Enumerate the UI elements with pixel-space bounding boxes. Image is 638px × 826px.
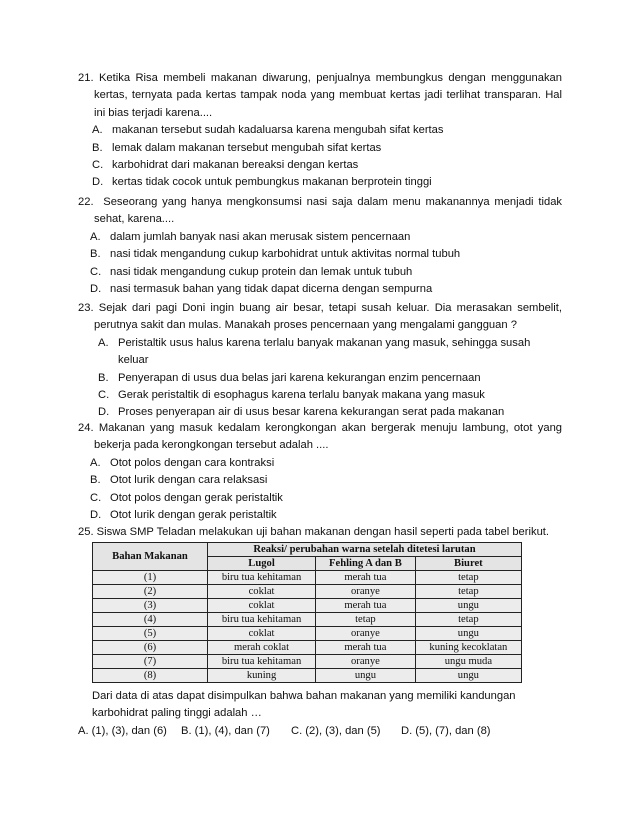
question-number: 23. [78,302,94,314]
option-letter: A. [90,230,101,243]
question-24 [78,420,562,524]
table-cell: (8) [93,669,208,683]
question-number: 24. [78,422,94,434]
option-b [98,370,562,387]
answer-a: A. (1), (3), dan (6) [78,725,167,737]
option-d [90,507,562,524]
table-cell: kuning [208,669,316,683]
option-a [90,229,562,246]
header-biuret: Biuret [415,557,521,571]
option-text: Gerak peristaltik di esophagus karena terlalu banyak makana yang masuk [118,389,485,402]
table-cell: ungu [415,599,521,613]
table-header-row [93,543,522,557]
option-list [90,455,562,525]
table-row [93,669,522,683]
table-cell: biru tua kehitaman [208,571,316,585]
table-row [93,571,522,585]
answer-c: C. (2), (3), dan (5) [291,725,381,737]
option-a [92,122,562,139]
option-c [90,264,562,281]
option-text: Otot lurik dengan cara relaksasi [110,474,268,487]
option-d [90,281,562,298]
option-letter: C. [90,491,102,504]
option-list [90,229,562,299]
answer-b: B. (1), (4), dan (7) [181,725,270,737]
option-text: Peristaltik usus halus karena terlalu banyak makanan yang masuk, sehingga susah keluar [118,336,531,367]
question-text: Sejak dari pagi Doni ingin buang air besar, tetapi susah keluar. Dia merasakan sembelit, perutnya sakit dan mulas. Manakah proses pencernaan yang mengalami gangguan ? [94,302,562,332]
option-letter: B. [92,141,103,154]
header-lugol: Lugol [208,557,316,571]
table-cell: ungu muda [415,655,521,669]
table-cell: merah tua [316,571,416,585]
option-text: lemak dalam makanan tersebut mengubah sifat kertas [112,141,382,154]
option-letter: A. [92,124,103,137]
option-letter: D. [90,509,102,522]
option-text: kertas tidak cocok untuk pembungkus makanan berprotein tinggi [112,176,432,189]
question-text: Makanan yang masuk kedalam kerongkongan akan bergerak menuju lambung, otot yang bekerja pada kerongkongan tersebut adalah .... [94,422,563,452]
table-row [93,585,522,599]
question-stem [78,420,562,455]
table-cell: ungu [415,627,521,641]
question-text: Siswa SMP Teladan melakukan uji bahan makanan dengan hasil seperti pada tabel berikut. [96,526,550,538]
option-letter: B. [90,248,101,261]
table-cell: tetap [316,613,416,627]
question-number: 21. [78,72,94,84]
question-23 [78,300,562,422]
option-text: nasi termasuk bahan yang tidak dapat dicerna dengan sempurna [110,283,433,296]
table-cell: (7) [93,655,208,669]
answer-d: D. (5), (7), dan (8) [401,725,491,737]
option-b [90,472,562,489]
table-cell: biru tua kehitaman [208,655,316,669]
table-cell: tetap [415,585,521,599]
question-stem [78,524,562,541]
table-cell: biru tua kehitaman [208,613,316,627]
option-text: dalam jumlah banyak nasi akan merusak sistem pencernaan [110,230,411,243]
table-cell: (1) [93,571,208,585]
question-stem [78,300,562,335]
table-cell: coklat [208,627,316,641]
food-test-table [92,542,522,683]
table-cell: oranye [316,627,416,641]
table-row [93,613,522,627]
option-text: makanan tersebut sudah kadaluarsa karena mengubah sifat kertas [112,124,444,137]
option-c [90,490,562,507]
table-row [93,655,522,669]
option-letter: D. [90,283,102,296]
option-a [98,335,562,370]
table-cell: (5) [93,627,208,641]
option-letter: A. [98,336,109,349]
option-letter: D. [98,406,110,419]
option-letter: B. [98,371,109,384]
question-text: Seseorang yang hanya mengkonsumsi nasi saja dalam menu makanannya menjadi tidak sehat, karena.... [94,196,563,226]
table-cell: kuning kecoklatan [415,641,521,655]
option-c [92,157,562,174]
option-text: Penyerapan di usus dua belas jari karena kekurangan enzim pencernaan [118,371,481,384]
table-cell: oranye [316,585,416,599]
table-cell: merah tua [316,641,416,655]
table-row [93,627,522,641]
question-21 [78,70,562,192]
option-text: nasi tidak mengandung cukup karbohidrat untuk aktivitas normal tubuh [110,248,461,261]
option-letter: D. [92,176,104,189]
question-number: 25. [78,526,94,538]
header-fehling: Fehling A dan B [316,557,416,571]
question-stem [78,194,562,229]
table-cell: coklat [208,599,316,613]
table-cell: ungu [415,669,521,683]
table-row [93,641,522,655]
table-cell: merah tua [316,599,416,613]
food-test-table-wrapper [92,542,522,683]
option-text: karbohidrat dari makanan bereaksi dengan kertas [112,159,359,172]
table-cell: (3) [93,599,208,613]
option-letter: C. [98,389,110,402]
option-letter: B. [90,474,101,487]
table-cell: merah coklat [208,641,316,655]
table-row [93,599,522,613]
table-cell: tetap [415,571,521,585]
option-b [92,140,562,157]
question-25 [78,524,562,541]
option-list [98,335,562,422]
option-text: Otot lurik dengan gerak peristaltik [110,509,277,522]
option-letter: A. [90,456,101,469]
option-text: nasi tidak mengandung cukup protein dan lemak untuk tubuh [110,265,413,278]
table-cell: (2) [93,585,208,599]
question-text: Ketika Risa membeli makanan diwarung, penjualnya membungkus dengan menggunakan kertas, ternyata pada kertas tampak noda yang membuat kertas jadi terlihat transparan. Hal ini bias terjadi karena.... [94,72,562,119]
header-reaction: Reaksi/ perubahan warna setelah ditetesi larutan [208,543,522,557]
question-25-answers [78,725,578,737]
question-number: 22. [78,196,94,208]
option-d [92,174,562,191]
table-cell: ungu [316,669,416,683]
table-cell: (4) [93,613,208,627]
question-25-conclusion: Dari data di atas dapat disimpulkan bahwa bahan makanan yang memiliki kandungan karbohidrat paling tinggi adalah … [92,690,516,720]
option-c [98,387,562,404]
header-food: Bahan Makanan [93,543,208,571]
option-letter: C. [90,265,102,278]
option-a [90,455,562,472]
option-letter: C. [92,159,104,172]
table-cell: oranye [316,655,416,669]
question-22 [78,194,562,298]
table-cell: (6) [93,641,208,655]
option-text: Otot polos dengan cara kontraksi [110,456,275,469]
option-list [92,122,562,192]
option-text: Proses penyerapan air di usus besar karena kekurangan serat pada makanan [118,406,505,419]
question-stem [78,70,562,122]
table-cell: coklat [208,585,316,599]
option-text: Otot polos dengan gerak peristaltik [110,491,283,504]
table-cell: tetap [415,613,521,627]
option-b [90,246,562,263]
